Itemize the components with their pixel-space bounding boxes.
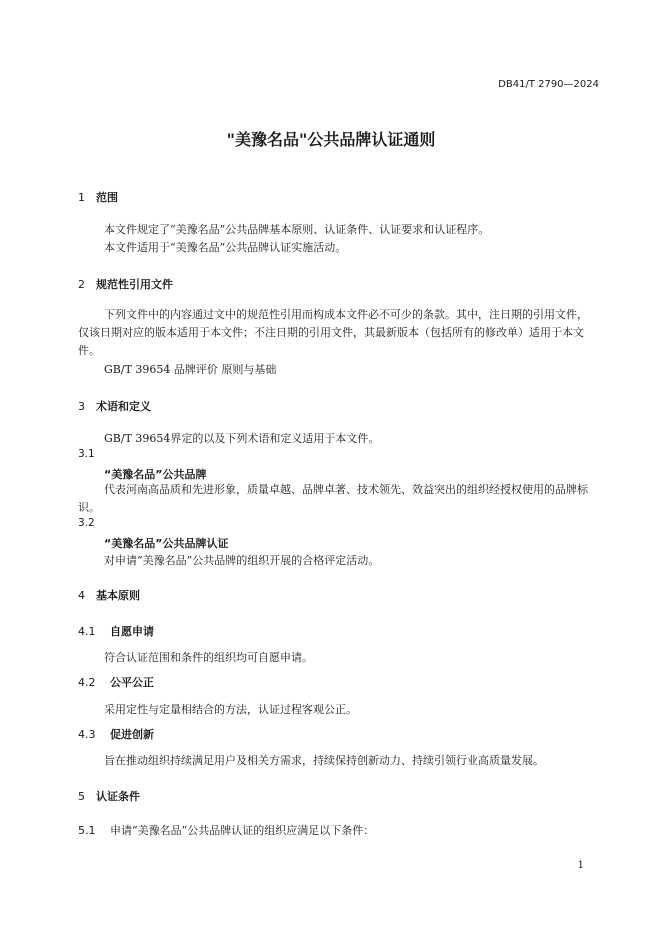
paragraph: 本文件规定了“美豫名品”公共品牌基本原则、认证条件、认证要求和认证程序。 [104,223,490,236]
term-name: “美豫名品”公共品牌认证 [104,537,229,550]
clause-title: 公平公正 [110,676,154,689]
clause-4-3-heading [78,726,154,742]
section-title: 范围 [96,191,118,204]
section-title: 术语和定义 [96,400,151,413]
paragraph: 本文件适用于“美豫名品”公共品牌认证实施活动。 [104,241,347,254]
section-number: 2 [78,278,85,291]
section-number: 3 [78,400,85,413]
page-number: 1 [577,860,584,871]
section-number: 1 [78,191,85,204]
document-title: "美豫名品"公共品牌认证通则 [226,130,436,149]
section-3-heading [78,398,151,414]
paragraph: 采用定性与定量相结合的方法，认证过程客观公正。 [104,703,357,716]
clause-5-1 [78,822,374,838]
term-definition: 代表河南高品质和先进形象，质量卓越、品牌卓著、技术领先、效益突出的组织经授权使用的品牌标识。 [78,483,588,514]
clause-text: 申请“美豫名品”公共品牌认证的组织应满足以下条件： [110,824,375,837]
paragraph: 符合认证范围和条件的组织均可自愿申请。 [104,651,313,664]
section-4-heading [78,587,140,603]
section-2-heading [78,276,173,292]
section-title: 基本原则 [96,589,140,602]
standard-code: DB41/T 2790—2024 [498,79,599,90]
section-5-heading [78,788,140,804]
clause-4-1-heading [78,623,154,639]
section-number: 4 [78,589,85,602]
clause-number: 4.1 [78,625,96,638]
section-number: 5 [78,790,85,803]
term-name: “美豫名品”公共品牌 [104,468,207,481]
normative-reference: GB/T 39654 品牌评价 原则与基础 [104,363,277,376]
clause-number: 5.1 [78,824,96,837]
clause-number: 4.2 [78,676,96,689]
clause-4-2-heading [78,674,154,690]
clause-title: 促进创新 [110,728,154,741]
term-definition: 对申请“美豫名品”公共品牌的组织开展的合格评定活动。 [104,554,380,567]
clause-title: 自愿申请 [110,625,154,638]
section-title: 规范性引用文件 [96,278,173,291]
section-1-heading [78,189,118,205]
term-number: 3.2 [78,517,95,529]
paragraph: 旨在推动组织持续满足用户及相关方需求，持续保持创新动力、持续引领行业高质量发展。 [104,754,544,767]
term-number: 3.1 [78,448,95,460]
paragraph: GB/T 39654界定的以及下列术语和定义适用于本文件。 [104,432,380,445]
section-title: 认证条件 [96,790,140,803]
paragraph: 下列文件中的内容通过文中的规范性引用而构成本文件必不可少的条款。其中，注日期的引用文件，仅该日期对应的版本适用于本文件；不注日期的引用文件，其最新版本（包括所有的修改单）适用于本文件。 [78,308,588,357]
clause-number: 4.3 [78,728,96,741]
